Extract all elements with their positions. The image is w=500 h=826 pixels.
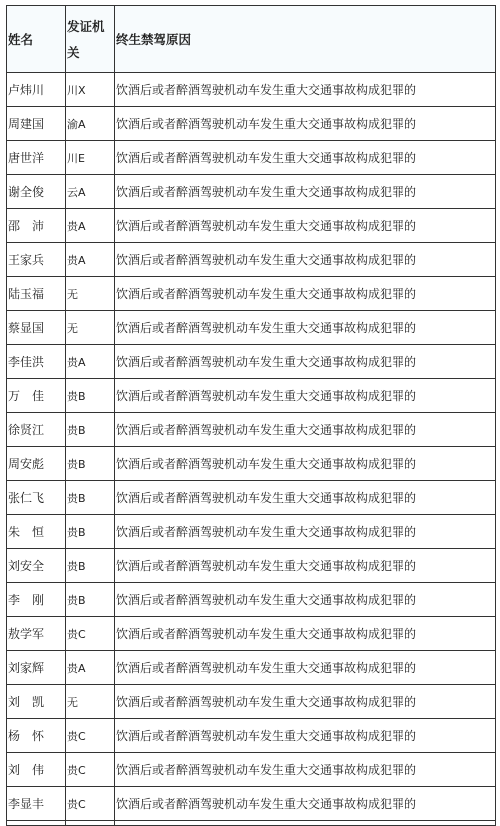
issuing-authority-cell: 贵B [66,549,115,583]
header-issuing-authority: 发证机关 [66,6,115,73]
name-cell: 杨 怀 [7,719,66,753]
issuing-authority-cell: 无 [66,277,115,311]
ban-reason-cell: 饮酒后或者醉酒驾驶机动车发生重大交通事故构成犯罪的 [115,413,496,447]
name-cell: 张仁飞 [7,481,66,515]
issuing-authority-cell: 贵C [66,787,115,821]
issuing-authority-cell: 贵A [66,345,115,379]
table-row [7,243,496,277]
name-cell: 徐贤江 [7,413,66,447]
table-row [7,447,496,481]
table-row [7,583,496,617]
issuing-authority-cell: 贵B [66,447,115,481]
name-cell: 周安彪 [7,447,66,481]
empty-cell [66,821,115,826]
ban-reason-cell: 饮酒后或者醉酒驾驶机动车发生重大交通事故构成犯罪的 [115,107,496,141]
table-row [7,753,496,787]
name-cell: 蔡显国 [7,311,66,345]
issuing-authority-cell: 云A [66,175,115,209]
name-cell: 卢炜川 [7,73,66,107]
ban-reason-cell: 饮酒后或者醉酒驾驶机动车发生重大交通事故构成犯罪的 [115,685,496,719]
table-row [7,685,496,719]
name-cell: 邵 沛 [7,209,66,243]
table-row [7,175,496,209]
name-cell: 李 刚 [7,583,66,617]
table-row [7,141,496,175]
name-cell: 刘 伟 [7,753,66,787]
issuing-authority-cell: 贵A [66,651,115,685]
table-row [7,651,496,685]
header-name: 姓名 [7,6,66,73]
ban-reason-cell: 饮酒后或者醉酒驾驶机动车发生重大交通事故构成犯罪的 [115,379,496,413]
ban-reason-cell: 饮酒后或者醉酒驾驶机动车发生重大交通事故构成犯罪的 [115,73,496,107]
issuing-authority-cell: 无 [66,311,115,345]
name-cell: 李显丰 [7,787,66,821]
table-row [7,413,496,447]
table-row [7,481,496,515]
table-row [7,515,496,549]
table-row [7,73,496,107]
name-cell: 刘 凯 [7,685,66,719]
ban-reason-cell: 饮酒后或者醉酒驾驶机动车发生重大交通事故构成犯罪的 [115,617,496,651]
issuing-authority-cell: 贵B [66,481,115,515]
table-body [7,73,496,826]
issuing-authority-cell: 川X [66,73,115,107]
table-row [7,209,496,243]
ban-reason-cell: 饮酒后或者醉酒驾驶机动车发生重大交通事故构成犯罪的 [115,345,496,379]
ban-reason-cell: 饮酒后或者醉酒驾驶机动车发生重大交通事故构成犯罪的 [115,175,496,209]
ban-reason-cell: 饮酒后或者醉酒驾驶机动车发生重大交通事故构成犯罪的 [115,753,496,787]
table-row [7,379,496,413]
table-row-partial [7,821,496,826]
ban-reason-cell: 饮酒后或者醉酒驾驶机动车发生重大交通事故构成犯罪的 [115,583,496,617]
name-cell: 朱 恒 [7,515,66,549]
ban-reason-cell: 饮酒后或者醉酒驾驶机动车发生重大交通事故构成犯罪的 [115,787,496,821]
issuing-authority-cell: 贵B [66,379,115,413]
name-cell: 唐世洋 [7,141,66,175]
issuing-authority-cell: 渝A [66,107,115,141]
issuing-authority-cell: 川E [66,141,115,175]
name-cell: 敖学军 [7,617,66,651]
table-row [7,277,496,311]
table-row [7,549,496,583]
header-ban-reason: 终生禁驾原因 [115,6,496,73]
ban-reason-cell: 饮酒后或者醉酒驾驶机动车发生重大交通事故构成犯罪的 [115,719,496,753]
name-cell: 王家兵 [7,243,66,277]
header-row [7,6,496,73]
name-cell: 周建国 [7,107,66,141]
name-cell: 陆玉福 [7,277,66,311]
ban-reason-cell: 饮酒后或者醉酒驾驶机动车发生重大交通事故构成犯罪的 [115,209,496,243]
table-row [7,345,496,379]
table-row [7,617,496,651]
ban-reason-cell: 饮酒后或者醉酒驾驶机动车发生重大交通事故构成犯罪的 [115,141,496,175]
name-cell: 刘安全 [7,549,66,583]
issuing-authority-cell: 贵C [66,753,115,787]
table-row [7,787,496,821]
table-header [7,6,496,73]
ban-reason-cell: 饮酒后或者醉酒驾驶机动车发生重大交通事故构成犯罪的 [115,311,496,345]
issuing-authority-cell: 贵A [66,243,115,277]
banned-drivers-table-wrapper [6,5,495,826]
name-cell: 李佳洪 [7,345,66,379]
table-row [7,107,496,141]
ban-reason-cell: 饮酒后或者醉酒驾驶机动车发生重大交通事故构成犯罪的 [115,277,496,311]
banned-drivers-table [6,5,496,826]
issuing-authority-cell: 贵C [66,719,115,753]
issuing-authority-cell: 贵B [66,515,115,549]
ban-reason-cell: 饮酒后或者醉酒驾驶机动车发生重大交通事故构成犯罪的 [115,515,496,549]
issuing-authority-cell: 贵B [66,583,115,617]
name-cell: 谢全俊 [7,175,66,209]
table-row [7,311,496,345]
name-cell: 刘家辉 [7,651,66,685]
ban-reason-cell: 饮酒后或者醉酒驾驶机动车发生重大交通事故构成犯罪的 [115,549,496,583]
ban-reason-cell: 饮酒后或者醉酒驾驶机动车发生重大交通事故构成犯罪的 [115,481,496,515]
issuing-authority-cell: 贵B [66,413,115,447]
issuing-authority-cell: 贵C [66,617,115,651]
issuing-authority-cell: 贵A [66,209,115,243]
ban-reason-cell: 饮酒后或者醉酒驾驶机动车发生重大交通事故构成犯罪的 [115,243,496,277]
ban-reason-cell: 饮酒后或者醉酒驾驶机动车发生重大交通事故构成犯罪的 [115,651,496,685]
table-row [7,719,496,753]
issuing-authority-cell: 无 [66,685,115,719]
empty-cell [7,821,66,826]
empty-cell [115,821,496,826]
ban-reason-cell: 饮酒后或者醉酒驾驶机动车发生重大交通事故构成犯罪的 [115,447,496,481]
name-cell: 万 佳 [7,379,66,413]
